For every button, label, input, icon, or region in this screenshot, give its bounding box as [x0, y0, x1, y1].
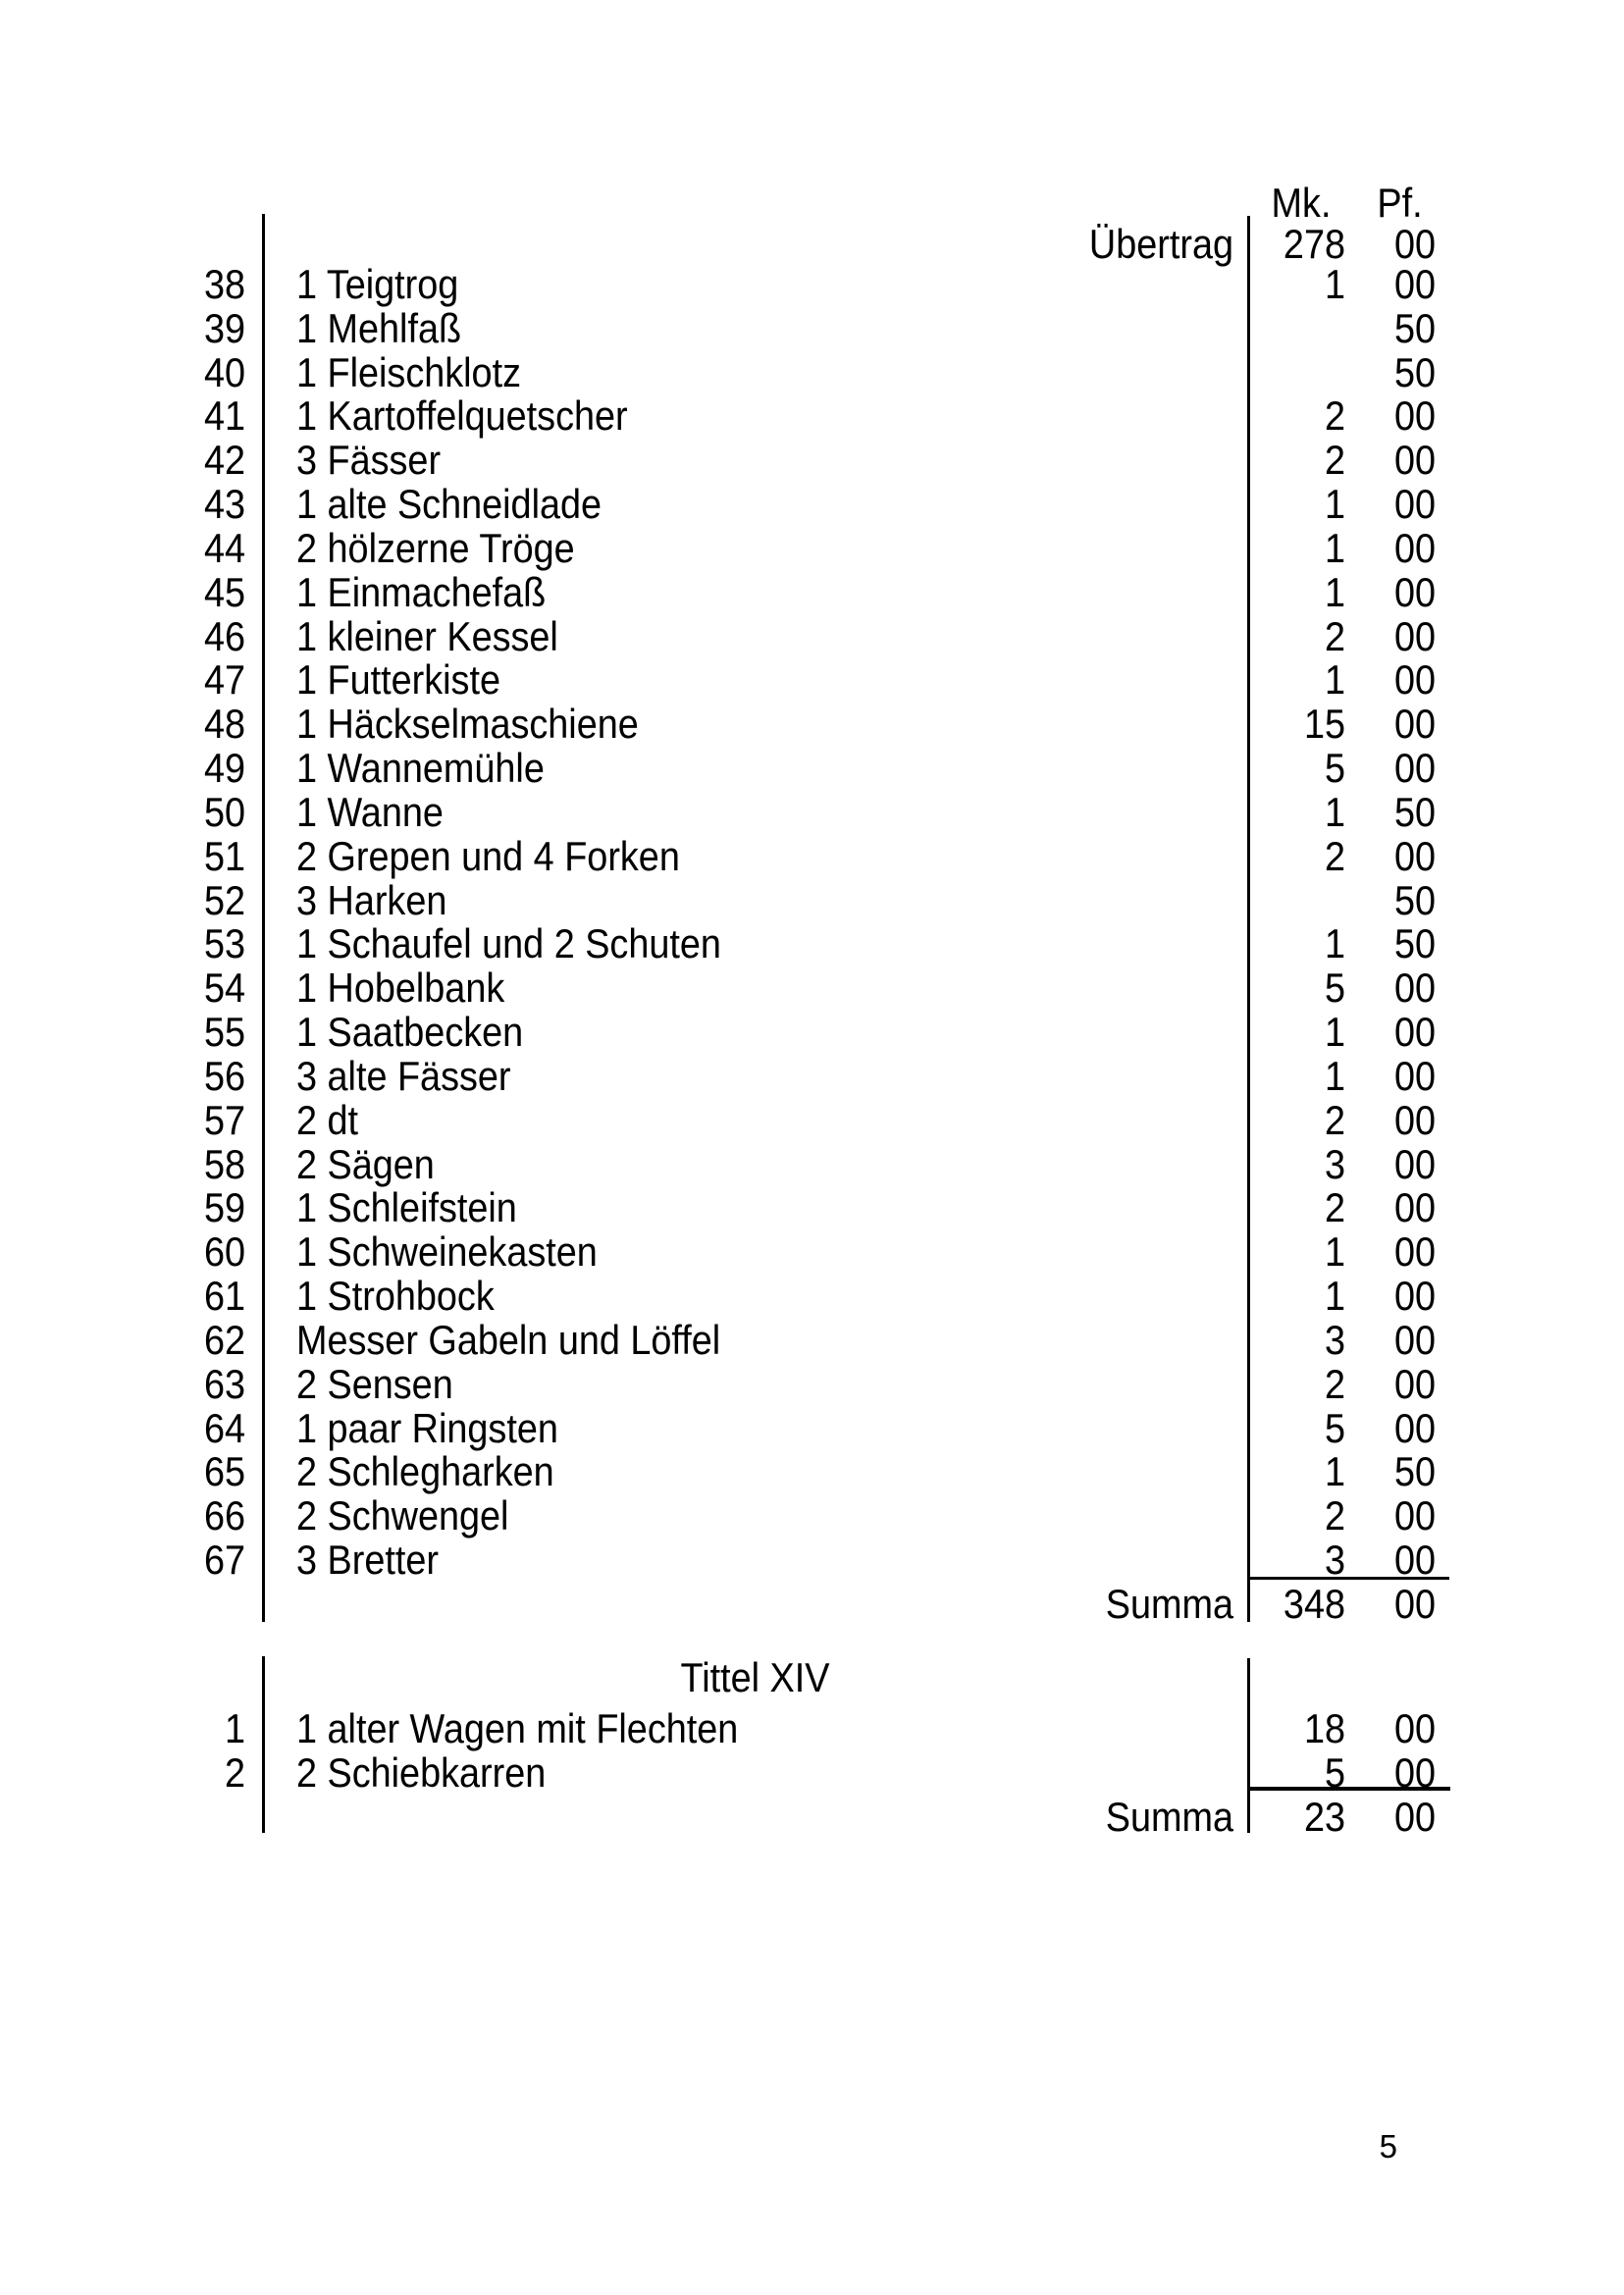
- row-number: 65: [203, 1448, 245, 1495]
- ledger-row: [0, 1098, 1624, 1142]
- ledger-row: [0, 1229, 1624, 1274]
- row-pfennig-value: 00: [1393, 1009, 1436, 1056]
- row-description: 2 Schwengel: [296, 1492, 509, 1539]
- row-mark-value: 1: [1324, 656, 1345, 704]
- ledger-row: [0, 1493, 1624, 1538]
- ledger-row: [0, 1750, 1624, 1795]
- row-number: 60: [203, 1228, 245, 1276]
- ledger-row: [0, 262, 1624, 306]
- row-number: 67: [203, 1537, 245, 1584]
- ledger-row: [0, 1706, 1624, 1750]
- row-mark-value: 2: [1324, 612, 1345, 659]
- row-mark-value: 2: [1324, 1492, 1345, 1539]
- row-description: 2 Grepen und 4 Forken: [296, 832, 680, 879]
- row-pfennig-value: 00: [1393, 392, 1436, 440]
- ledger-row: [0, 1318, 1624, 1362]
- row-mark-value: 1: [1324, 1228, 1345, 1276]
- row-description: 1 paar Ringsten: [296, 1404, 558, 1451]
- row-number: 64: [203, 1404, 245, 1451]
- row-mark-value: [1266, 350, 1345, 394]
- section-heading: Tittel XIV: [680, 1654, 830, 1700]
- carry-forward-row: [0, 222, 1624, 266]
- row-pfennig-value: 00: [1393, 1316, 1436, 1363]
- row-mark-value: 1: [1324, 1052, 1345, 1099]
- ledger-row: [0, 1010, 1624, 1054]
- row-mark-value: 2: [1324, 1184, 1345, 1231]
- row-pfennig-value: 00: [1393, 481, 1436, 528]
- row-description: 3 Harken: [296, 876, 447, 923]
- row-number: 45: [203, 568, 245, 615]
- row-number: 52: [203, 876, 245, 923]
- row-description: 3 alte Fässer: [296, 1052, 511, 1099]
- row-pfennig-value: 00: [1393, 1492, 1436, 1539]
- row-pfennig-value: 00: [1393, 1273, 1436, 1320]
- row-pfennig-value: 00: [1393, 1052, 1436, 1099]
- row-pfennig-value: 00: [1393, 1537, 1436, 1584]
- row-mark-value: 1: [1324, 261, 1345, 307]
- row-description: 2 Schlegharken: [296, 1448, 554, 1495]
- row-description: 1 Hobelbank: [296, 965, 505, 1012]
- ledger-row: [0, 570, 1624, 614]
- summa-label: Summa: [1105, 1794, 1233, 1840]
- row-mark-value: 5: [1324, 745, 1345, 792]
- ledger-row: [0, 1538, 1624, 1582]
- row-pfennig-value: 00: [1393, 437, 1436, 484]
- row-description: Messer Gabeln und Löffel: [296, 1316, 721, 1363]
- row-description: 2 Sensen: [296, 1360, 453, 1407]
- ledger-row: [0, 878, 1624, 922]
- row-description: 1 Wannemühle: [296, 745, 545, 792]
- row-mark-value: 2: [1324, 1360, 1345, 1407]
- ledger-row: [0, 790, 1624, 834]
- row-description: 2 dt: [296, 1096, 359, 1143]
- column-header-row: [0, 181, 1624, 225]
- row-number: 44: [203, 524, 245, 571]
- row-pfennig-value: 00: [1393, 1404, 1436, 1451]
- row-pfennig-value: 00: [1393, 1184, 1436, 1231]
- row-number: 63: [203, 1360, 245, 1407]
- row-description: 1 Strohbock: [296, 1273, 495, 1320]
- row-pfennig-value: 00: [1393, 612, 1436, 659]
- row-mark-value: 3: [1324, 1316, 1345, 1363]
- row-mark-value: 1: [1324, 788, 1345, 835]
- row-description: 1 Mehlfaß: [296, 304, 462, 351]
- row-pfennig-value: 00: [1393, 1140, 1436, 1187]
- row-mark-value: 2: [1324, 392, 1345, 440]
- mk-column-header: Mk.: [1271, 180, 1332, 226]
- row-mark-value: 1: [1324, 1009, 1345, 1056]
- summa-label: Summa: [1105, 1581, 1233, 1627]
- row-pfennig-value: 00: [1393, 701, 1436, 748]
- ledger-row: [0, 1406, 1624, 1450]
- row-number: 53: [203, 920, 245, 967]
- row-mark-value: 18: [1303, 1705, 1345, 1751]
- row-pfennig-value: 00: [1393, 656, 1436, 704]
- carry-forward-pf: 00: [1393, 221, 1436, 267]
- row-description: 1 Schaufel und 2 Schuten: [296, 920, 721, 967]
- summa-pf: 00: [1393, 1794, 1436, 1840]
- row-pfennig-value: 50: [1393, 920, 1436, 967]
- section2-heading-row: [0, 1655, 1624, 1699]
- row-mark-value: [1266, 306, 1345, 350]
- row-pfennig-value: 00: [1393, 261, 1436, 307]
- ledger-row: [0, 657, 1624, 702]
- page-number: 5: [1379, 2128, 1397, 2165]
- row-pfennig-value: 00: [1393, 1749, 1436, 1796]
- summa-pf: 00: [1393, 1581, 1436, 1627]
- row-mark-value: 5: [1324, 1749, 1345, 1796]
- row-pfennig-value: 50: [1393, 348, 1436, 395]
- row-number: 62: [203, 1316, 245, 1363]
- row-mark-value: 15: [1303, 701, 1345, 748]
- ledger-row: [0, 965, 1624, 1010]
- row-number: 51: [203, 832, 245, 879]
- ledger-row: [0, 1142, 1624, 1186]
- ledger-row: [0, 1054, 1624, 1098]
- row-description: 1 alte Schneidlade: [296, 481, 602, 528]
- row-description: 1 Saatbecken: [296, 1009, 524, 1056]
- row-description: 1 Fleischklotz: [296, 348, 521, 395]
- row-pfennig-value: 00: [1393, 568, 1436, 615]
- row-mark-value: 1: [1324, 1448, 1345, 1495]
- row-description: 1 Schleifstein: [296, 1184, 517, 1231]
- row-description: 1 Schweinekasten: [296, 1228, 598, 1276]
- row-mark-value: 1: [1324, 1273, 1345, 1320]
- row-pfennig-value: 00: [1393, 1096, 1436, 1143]
- row-number: 58: [203, 1140, 245, 1187]
- ledger-row: [0, 1362, 1624, 1406]
- ledger-row: [0, 834, 1624, 878]
- ledger-row: [0, 482, 1624, 526]
- pf-column-header: Pf.: [1377, 180, 1423, 226]
- row-number: 61: [203, 1273, 245, 1320]
- row-mark-value: 5: [1324, 1404, 1345, 1451]
- row-description: 1 Häckselmaschiene: [296, 701, 639, 748]
- row-number: 47: [203, 656, 245, 704]
- row-mark-value: 1: [1324, 524, 1345, 571]
- row-number: 48: [203, 701, 245, 748]
- row-pfennig-value: 00: [1393, 832, 1436, 879]
- row-pfennig-value: 00: [1393, 1228, 1436, 1276]
- row-number: 1: [224, 1705, 245, 1751]
- row-description: 1 Kartoffelquetscher: [296, 392, 628, 440]
- row-number: 57: [203, 1096, 245, 1143]
- row-mark-value: 1: [1324, 920, 1345, 967]
- row-number: 46: [203, 612, 245, 659]
- row-pfennig-value: 50: [1393, 876, 1436, 923]
- section1-summa-row: [0, 1582, 1624, 1626]
- row-description: 3 Bretter: [296, 1537, 439, 1584]
- row-pfennig-value: 50: [1393, 304, 1436, 351]
- row-pfennig-value: 50: [1393, 788, 1436, 835]
- row-mark-value: 5: [1324, 965, 1345, 1012]
- row-number: 43: [203, 481, 245, 528]
- ledger-row: [0, 702, 1624, 746]
- row-number: 56: [203, 1052, 245, 1099]
- row-description: 2 hölzerne Tröge: [296, 524, 575, 571]
- row-description: 3 Fässer: [296, 437, 442, 484]
- row-number: 39: [203, 304, 245, 351]
- row-mark-value: 2: [1324, 1096, 1345, 1143]
- ledger-row: [0, 393, 1624, 438]
- row-description: 1 Wanne: [296, 788, 444, 835]
- row-description: 1 Teigtrog: [296, 261, 459, 307]
- carry-forward-label: Übertrag: [1088, 221, 1233, 267]
- summa-mk: 348: [1283, 1581, 1345, 1627]
- row-number: 54: [203, 965, 245, 1012]
- ledger-row: [0, 1274, 1624, 1318]
- row-description: 2 Sägen: [296, 1140, 435, 1187]
- row-pfennig-value: 50: [1393, 1448, 1436, 1495]
- row-pfennig-value: 00: [1393, 745, 1436, 792]
- carry-forward-mk: 278: [1283, 221, 1345, 267]
- row-number: 55: [203, 1009, 245, 1056]
- row-pfennig-value: 00: [1393, 1360, 1436, 1407]
- row-description: 2 Schiebkarren: [296, 1749, 547, 1796]
- ledger-row: [0, 1185, 1624, 1229]
- row-number: 40: [203, 348, 245, 395]
- row-description: 1 alter Wagen mit Flechten: [296, 1705, 739, 1751]
- row-pfennig-value: 00: [1393, 965, 1436, 1012]
- row-mark-value: 3: [1324, 1537, 1345, 1584]
- ledger-row: [0, 306, 1624, 350]
- row-mark-value: 1: [1324, 481, 1345, 528]
- ledger-row: [0, 746, 1624, 790]
- ledger-row: [0, 526, 1624, 570]
- row-number: 59: [203, 1184, 245, 1231]
- ledger-row: [0, 614, 1624, 658]
- row-mark-value: 3: [1324, 1140, 1345, 1187]
- row-number: 2: [224, 1749, 245, 1796]
- row-number: 50: [203, 788, 245, 835]
- summa-mk: 23: [1303, 1794, 1345, 1840]
- row-mark-value: 2: [1324, 832, 1345, 879]
- section2-summa-row: [0, 1795, 1624, 1839]
- row-pfennig-value: 00: [1393, 1705, 1436, 1751]
- row-number: 49: [203, 745, 245, 792]
- row-pfennig-value: 00: [1393, 524, 1436, 571]
- row-mark-value: 1: [1324, 568, 1345, 615]
- row-description: 1 Futterkiste: [296, 656, 500, 704]
- row-description: 1 Einmachefaß: [296, 568, 547, 615]
- row-mark-value: [1266, 878, 1345, 922]
- row-number: 38: [203, 261, 245, 307]
- row-mark-value: 2: [1324, 437, 1345, 484]
- row-number: 66: [203, 1492, 245, 1539]
- row-number: 42: [203, 437, 245, 484]
- row-description: 1 kleiner Kessel: [296, 612, 558, 659]
- ledger-row: [0, 438, 1624, 482]
- ledger-row: [0, 921, 1624, 965]
- ledger-row: [0, 350, 1624, 394]
- ledger-row: [0, 1449, 1624, 1493]
- row-number: 41: [203, 392, 245, 440]
